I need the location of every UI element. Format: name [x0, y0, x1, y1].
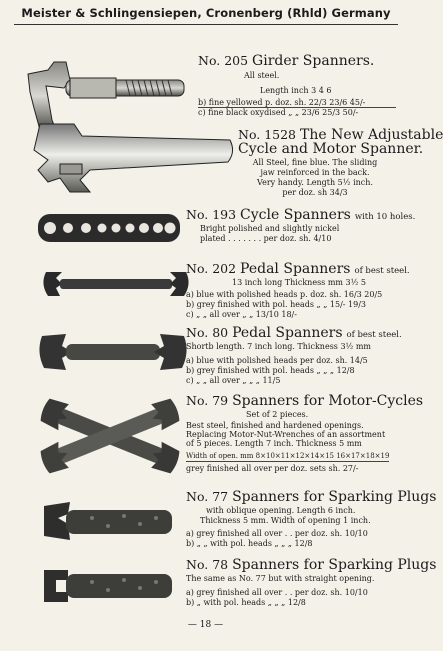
item-202-row-c: c) „ „ all over „ „ 13/10 18/-: [186, 310, 297, 319]
item-193-price: plated . . . . . . . per doz. sh. 4/10: [200, 234, 332, 243]
item-80-row-c: c) „ „ all over „ „ „ 11/5: [186, 376, 281, 385]
item-77-row-a: a) grey finished all over . . per doz. sh. 10/10: [186, 529, 368, 538]
item-193-desc-1: Bright polished and slightly nickel: [200, 224, 340, 233]
pedal-spanner-80-illustration: [38, 330, 188, 374]
adjustable-spanner-illustration: [30, 122, 236, 194]
item-202-row-b: b) grey finished with pol. heads „ „ 15/- 19/3: [186, 300, 367, 309]
item-80-title: Pedal Spanners: [232, 325, 343, 341]
item-202-title: Pedal Spanners: [240, 261, 351, 277]
item-78-heading: [186, 558, 436, 572]
header-rule: [14, 24, 398, 25]
sparking-plug-spanner-78-illustration: [42, 566, 176, 606]
item-78-row-a: a) grey finished all over . . per doz. sh. 10/10: [186, 588, 368, 597]
item-1528-title: The New Adjustable: [300, 127, 443, 143]
item-78-row-b: b) „ with pol. heads „ „ „ 12/8: [186, 598, 306, 607]
item-79-set: Set of 2 pieces.: [246, 410, 309, 419]
item-1528-price: per doz. sh 34/3: [282, 188, 348, 197]
item-205-title: Girder Spanners.: [252, 53, 375, 69]
item-205-row-b: b) fine yellowed p. doz. sh. 22/3 23/6 45/-: [198, 98, 396, 108]
item-202-row-a: a) blue with polished heads p. doz. sh. 16/3 20/5: [186, 290, 383, 299]
item-77-title: Spanners for Sparking Plugs: [232, 489, 437, 505]
item-79-openings: Width of open. mm 8×10×11×12×14×15 16×17×18×19: [186, 452, 389, 462]
item-1528-desc-3: Very handy. Length 5½ inch.: [257, 178, 373, 187]
item-79-title: Spanners for Motor-Cycles: [232, 393, 424, 409]
item-193-title: Cycle Spanners: [240, 207, 351, 223]
item-77-row-b: b) „ „ with pol. heads „ „ „ 12/8: [186, 539, 313, 548]
item-80-row-b: b) grey finished with pol. heads „ „ „ 12/8: [186, 366, 355, 375]
sparking-plug-spanner-77-illustration: [42, 500, 176, 542]
item-205-row-c: c) fine black oxydised „ „ 23/6 25/3 50/-: [198, 108, 359, 117]
item-1528-title-line2: Cycle and Motor Spanner.: [238, 141, 424, 157]
page-header: Meister & Schlingensiepen, Cronenberg (Rhld) Germany: [21, 6, 391, 20]
item-1528-heading: [238, 128, 443, 142]
item-205-material: All steel.: [244, 71, 280, 80]
motor-cycle-spanner-set-illustration: [38, 396, 182, 476]
item-78-title: Spanners for Sparking Plugs: [232, 557, 437, 573]
item-205-lengths: Length inch 3 4 6: [260, 86, 332, 95]
item-79-price: grey finished all over per doz. sets sh. 27/-: [186, 464, 359, 473]
item-79-number: No. 79: [186, 393, 229, 408]
item-78-desc: The same as No. 77 but with straight opening.: [186, 574, 375, 583]
item-80-thickness: Shortb length. 7 inch long. Thickness 3½ mm: [186, 342, 371, 351]
item-193-heading: No. 193 Cycle Spanners with 10 holes.: [186, 207, 416, 223]
item-78-number: No. 78: [186, 557, 229, 572]
item-202-number: No. 202: [186, 261, 237, 276]
item-193-number: No. 193: [186, 207, 237, 222]
item-79-desc-3: of 5 pieces. Length 7 inch. Thickness 5 mm: [186, 439, 362, 448]
pedal-spanner-202-illustration: [40, 266, 192, 302]
item-1528-number: No. 1528: [238, 127, 297, 142]
item-79-desc-1: Best steel, finished and hardened openings.: [186, 421, 364, 430]
item-80-heading: No. 80 Pedal Spanners of best steel.: [186, 325, 402, 341]
item-1528-desc-1: All Steel, fine blue. The sliding: [252, 158, 378, 167]
item-205-number: No. 205: [198, 53, 249, 68]
item-79-desc-2: Replacing Motor-Nut-Wrenches of an assortment: [186, 430, 386, 439]
cycle-spanner-illustration: [36, 210, 182, 246]
page-number: — 18 —: [187, 620, 224, 630]
item-205-heading: [198, 54, 374, 68]
item-202-thickness: 13 inch long Thickness mm 3½ 5: [232, 278, 367, 287]
item-80-row-a: a) blue with polished heads per doz. sh. 14/5: [186, 356, 368, 365]
item-79-heading: [186, 394, 423, 408]
item-77-desc-2: Thickness 5 mm. Width of opening 1 inch.: [200, 516, 371, 525]
item-77-number: No. 77: [186, 489, 229, 504]
item-1528-desc-2: jaw reinforced in the back.: [260, 168, 370, 177]
item-77-heading: [186, 490, 436, 504]
item-202-heading: No. 202 Pedal Spanners of best steel.: [186, 261, 410, 277]
item-80-number: No. 80: [186, 325, 229, 340]
item-77-desc-1: with oblique opening. Length 6 inch.: [206, 506, 356, 515]
